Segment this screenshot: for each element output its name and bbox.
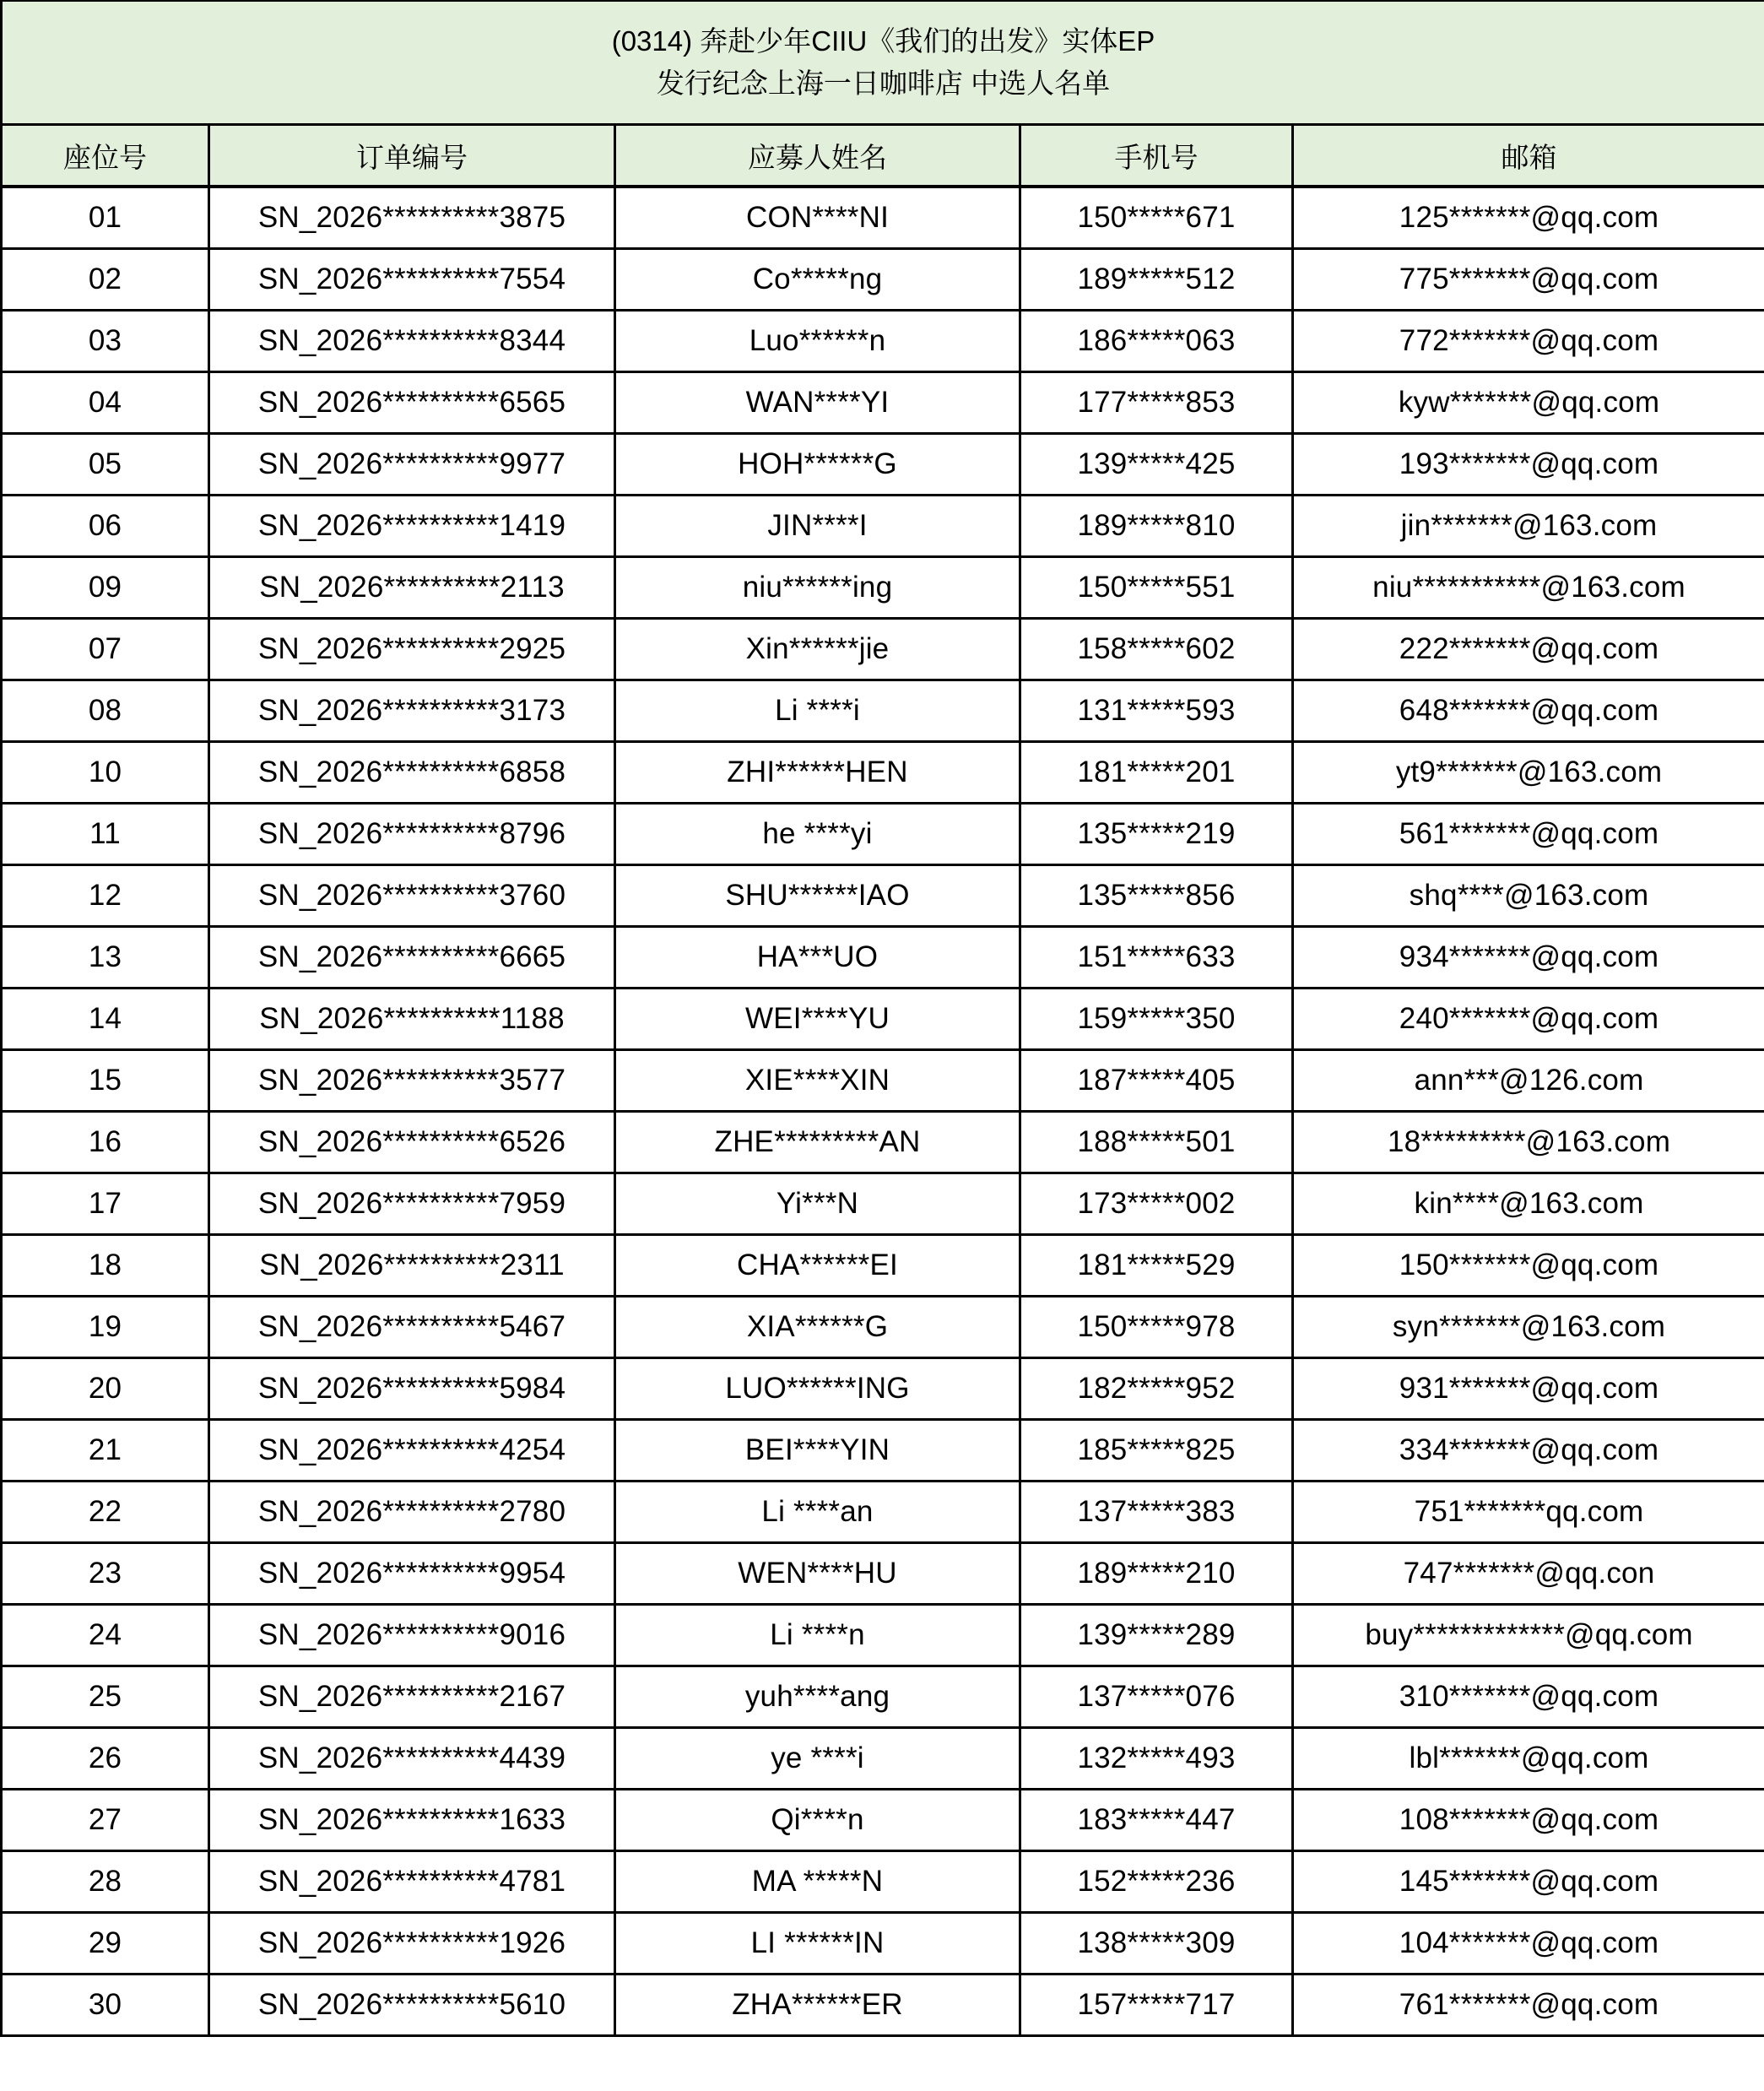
phone-cell: 188*****501 <box>1020 1112 1293 1173</box>
table-row <box>2 1790 1764 1851</box>
table-row <box>2 1851 1764 1913</box>
table-row <box>2 187 1764 249</box>
email-cell: 751*******qq.com <box>1293 1482 1764 1543</box>
order-number-cell: SN_2026**********1633 <box>209 1790 615 1851</box>
phone-cell: 189*****512 <box>1020 249 1293 311</box>
phone-cell: 150*****671 <box>1020 187 1293 249</box>
seat-number-cell: 01 <box>2 187 209 249</box>
phone-cell: 159*****350 <box>1020 989 1293 1050</box>
order-number-cell: SN_2026**********9954 <box>209 1543 615 1605</box>
applicant-name-cell: Co*****ng <box>615 249 1020 311</box>
applicant-name-cell: ZHI******HEN <box>615 742 1020 804</box>
applicant-name-cell: WEI****YU <box>615 989 1020 1050</box>
applicant-name-cell: XIA******G <box>615 1297 1020 1358</box>
email-cell: 761*******@qq.com <box>1293 1975 1764 2036</box>
table-row <box>2 1728 1764 1790</box>
seat-number-cell: 08 <box>2 680 209 742</box>
email-cell: buy*************@qq.com <box>1293 1605 1764 1666</box>
phone-cell: 181*****529 <box>1020 1235 1293 1297</box>
seat-number-cell: 23 <box>2 1543 209 1605</box>
seat-number-cell: 30 <box>2 1975 209 2036</box>
order-number-cell: SN_2026**********8796 <box>209 804 615 865</box>
order-number-cell: SN_2026**********3173 <box>209 680 615 742</box>
email-cell: 648*******@qq.com <box>1293 680 1764 742</box>
email-cell: 108*******@qq.com <box>1293 1790 1764 1851</box>
order-number-cell: SN_2026**********5610 <box>209 1975 615 2036</box>
order-number-cell: SN_2026**********2113 <box>209 557 615 619</box>
seat-number-cell: 21 <box>2 1420 209 1482</box>
applicant-name-cell: CHA******EI <box>615 1235 1020 1297</box>
applicant-name-cell: Li ****i <box>615 680 1020 742</box>
seat-number-cell: 02 <box>2 249 209 311</box>
seat-number-cell: 12 <box>2 865 209 927</box>
phone-cell: 187*****405 <box>1020 1050 1293 1112</box>
table-row <box>2 434 1764 496</box>
seat-number-cell: 10 <box>2 742 209 804</box>
table-row <box>2 1913 1764 1975</box>
table-row <box>2 619 1764 680</box>
email-cell: niu***********@163.com <box>1293 557 1764 619</box>
seat-number-cell: 24 <box>2 1605 209 1666</box>
seat-number-cell: 22 <box>2 1482 209 1543</box>
table-row <box>2 1975 1764 2036</box>
table-row <box>2 804 1764 865</box>
email-cell: 104*******@qq.com <box>1293 1913 1764 1975</box>
header-row <box>2 125 1764 187</box>
table-row <box>2 496 1764 557</box>
phone-cell: 131*****593 <box>1020 680 1293 742</box>
email-cell: 334*******@qq.com <box>1293 1420 1764 1482</box>
phone-cell: 158*****602 <box>1020 619 1293 680</box>
column-header-order-number: 订单编号 <box>209 125 615 187</box>
table-row <box>2 1543 1764 1605</box>
seat-number-cell: 18 <box>2 1235 209 1297</box>
order-number-cell: SN_2026**********9016 <box>209 1605 615 1666</box>
phone-cell: 181*****201 <box>1020 742 1293 804</box>
applicant-name-cell: LI ******IN <box>615 1913 1020 1975</box>
table-row <box>2 989 1764 1050</box>
seat-number-cell: 14 <box>2 989 209 1050</box>
phone-cell: 152*****236 <box>1020 1851 1293 1913</box>
applicant-name-cell: niu******ing <box>615 557 1020 619</box>
column-header-seat-number: 座位号 <box>2 125 209 187</box>
applicant-name-cell: ZHE*********AN <box>615 1112 1020 1173</box>
order-number-cell: SN_2026**********7554 <box>209 249 615 311</box>
order-number-cell: SN_2026**********3577 <box>209 1050 615 1112</box>
email-cell: 561*******@qq.com <box>1293 804 1764 865</box>
seat-number-cell: 16 <box>2 1112 209 1173</box>
seat-number-cell: 26 <box>2 1728 209 1790</box>
applicant-name-cell: MA *****N <box>615 1851 1020 1913</box>
phone-cell: 139*****425 <box>1020 434 1293 496</box>
table-row <box>2 927 1764 989</box>
seat-number-cell: 28 <box>2 1851 209 1913</box>
seat-number-cell: 06 <box>2 496 209 557</box>
email-cell: kyw*******@qq.com <box>1293 372 1764 434</box>
applicant-name-cell: WEN****HU <box>615 1543 1020 1605</box>
seat-number-cell: 03 <box>2 311 209 372</box>
order-number-cell: SN_2026**********4439 <box>209 1728 615 1790</box>
email-cell: 772*******@qq.com <box>1293 311 1764 372</box>
email-cell: 931*******@qq.com <box>1293 1358 1764 1420</box>
email-cell: shq****@163.com <box>1293 865 1764 927</box>
title-line-1: (0314) 奔赴少年CIIU《我们的出发》实体EP <box>611 25 1155 57</box>
seat-number-cell: 25 <box>2 1666 209 1728</box>
phone-cell: 173*****002 <box>1020 1173 1293 1235</box>
title-row <box>2 1 1764 125</box>
table-row <box>2 249 1764 311</box>
table-row <box>2 1050 1764 1112</box>
email-cell: 310*******@qq.com <box>1293 1666 1764 1728</box>
email-cell: 193*******@qq.com <box>1293 434 1764 496</box>
order-number-cell: SN_2026**********3760 <box>209 865 615 927</box>
phone-cell: 137*****076 <box>1020 1666 1293 1728</box>
phone-cell: 151*****633 <box>1020 927 1293 989</box>
phone-cell: 186*****063 <box>1020 311 1293 372</box>
table-row <box>2 865 1764 927</box>
seat-number-cell: 05 <box>2 434 209 496</box>
phone-cell: 150*****978 <box>1020 1297 1293 1358</box>
table-row <box>2 1173 1764 1235</box>
table-body <box>2 187 1764 2036</box>
email-cell: 775*******@qq.com <box>1293 249 1764 311</box>
order-number-cell: SN_2026**********5984 <box>209 1358 615 1420</box>
phone-cell: 138*****309 <box>1020 1913 1293 1975</box>
applicant-name-cell: Luo******n <box>615 311 1020 372</box>
email-cell: jin*******@163.com <box>1293 496 1764 557</box>
table-row <box>2 557 1764 619</box>
applicant-name-cell: Qi****n <box>615 1790 1020 1851</box>
phone-cell: 183*****447 <box>1020 1790 1293 1851</box>
seat-number-cell: 20 <box>2 1358 209 1420</box>
seat-number-cell: 04 <box>2 372 209 434</box>
seat-number-cell: 19 <box>2 1297 209 1358</box>
email-cell: yt9*******@163.com <box>1293 742 1764 804</box>
order-number-cell: SN_2026**********6565 <box>209 372 615 434</box>
applicant-name-cell: SHU******IAO <box>615 865 1020 927</box>
applicant-name-cell: Li ****n <box>615 1605 1020 1666</box>
order-number-cell: SN_2026**********6665 <box>209 927 615 989</box>
phone-cell: 185*****825 <box>1020 1420 1293 1482</box>
applicant-name-cell: Xin******jie <box>615 619 1020 680</box>
phone-cell: 139*****289 <box>1020 1605 1293 1666</box>
table-row <box>2 1605 1764 1666</box>
seat-number-cell: 13 <box>2 927 209 989</box>
applicant-name-cell: Li ****an <box>615 1482 1020 1543</box>
table-row <box>2 1235 1764 1297</box>
seat-number-cell: 11 <box>2 804 209 865</box>
table-row <box>2 680 1764 742</box>
applicant-name-cell: HA***UO <box>615 927 1020 989</box>
column-header-applicant-name: 应募人姓名 <box>615 125 1020 187</box>
applicant-name-cell: XIE****XIN <box>615 1050 1020 1112</box>
order-number-cell: SN_2026**********3875 <box>209 187 615 249</box>
applicant-name-cell: JIN****I <box>615 496 1020 557</box>
phone-cell: 135*****219 <box>1020 804 1293 865</box>
applicant-name-cell: CON****NI <box>615 187 1020 249</box>
email-cell: 145*******@qq.com <box>1293 1851 1764 1913</box>
phone-cell: 189*****210 <box>1020 1543 1293 1605</box>
table-row <box>2 1666 1764 1728</box>
column-header-email: 邮箱 <box>1293 125 1764 187</box>
title-line-2: 发行纪念上海一日咖啡店 中选人名单 <box>656 68 1111 99</box>
order-number-cell: SN_2026**********2780 <box>209 1482 615 1543</box>
applicant-name-cell: yuh****ang <box>615 1666 1020 1728</box>
table-row <box>2 1420 1764 1482</box>
phone-cell: 182*****952 <box>1020 1358 1293 1420</box>
seat-number-cell: 17 <box>2 1173 209 1235</box>
email-cell: syn*******@163.com <box>1293 1297 1764 1358</box>
table-row <box>2 1482 1764 1543</box>
table-row <box>2 1297 1764 1358</box>
document-title <box>2 1 1764 125</box>
email-cell: ann***@126.com <box>1293 1050 1764 1112</box>
order-number-cell: SN_2026**********7959 <box>209 1173 615 1235</box>
applicant-name-cell: Yi***N <box>615 1173 1020 1235</box>
order-number-cell: SN_2026**********8344 <box>209 311 615 372</box>
order-number-cell: SN_2026**********1188 <box>209 989 615 1050</box>
order-number-cell: SN_2026**********5467 <box>209 1297 615 1358</box>
order-number-cell: SN_2026**********6526 <box>209 1112 615 1173</box>
applicant-name-cell: LUO******ING <box>615 1358 1020 1420</box>
order-number-cell: SN_2026**********2311 <box>209 1235 615 1297</box>
order-number-cell: SN_2026**********1419 <box>209 496 615 557</box>
email-cell: 747*******@qq.con <box>1293 1543 1764 1605</box>
order-number-cell: SN_2026**********4254 <box>209 1420 615 1482</box>
table-row <box>2 1112 1764 1173</box>
applicant-name-cell: BEI****YIN <box>615 1420 1020 1482</box>
seat-number-cell: 29 <box>2 1913 209 1975</box>
order-number-cell: SN_2026**********9977 <box>209 434 615 496</box>
order-number-cell: SN_2026**********6858 <box>209 742 615 804</box>
column-header-phone: 手机号 <box>1020 125 1293 187</box>
table-row <box>2 311 1764 372</box>
table-row <box>2 1358 1764 1420</box>
phone-cell: 150*****551 <box>1020 557 1293 619</box>
applicant-name-cell: he ****yi <box>615 804 1020 865</box>
order-number-cell: SN_2026**********4781 <box>209 1851 615 1913</box>
applicant-name-cell: WAN****YI <box>615 372 1020 434</box>
email-cell: 125*******@qq.com <box>1293 187 1764 249</box>
seat-number-cell: 15 <box>2 1050 209 1112</box>
order-number-cell: SN_2026**********2167 <box>209 1666 615 1728</box>
email-cell: 222*******@qq.com <box>1293 619 1764 680</box>
phone-cell: 132*****493 <box>1020 1728 1293 1790</box>
seat-number-cell: 07 <box>2 619 209 680</box>
applicant-name-cell: ZHA******ER <box>615 1975 1020 2036</box>
order-number-cell: SN_2026**********2925 <box>209 619 615 680</box>
applicant-name-cell: HOH******G <box>615 434 1020 496</box>
email-cell: 240*******@qq.com <box>1293 989 1764 1050</box>
phone-cell: 157*****717 <box>1020 1975 1293 2036</box>
email-cell: 150*******@qq.com <box>1293 1235 1764 1297</box>
seat-number-cell: 09 <box>2 557 209 619</box>
phone-cell: 135*****856 <box>1020 865 1293 927</box>
email-cell: 934*******@qq.com <box>1293 927 1764 989</box>
phone-cell: 189*****810 <box>1020 496 1293 557</box>
applicant-name-cell: ye ****i <box>615 1728 1020 1790</box>
email-cell: 18*********@163.com <box>1293 1112 1764 1173</box>
phone-cell: 137*****383 <box>1020 1482 1293 1543</box>
order-number-cell: SN_2026**********1926 <box>209 1913 615 1975</box>
table-row <box>2 742 1764 804</box>
table-row <box>2 372 1764 434</box>
phone-cell: 177*****853 <box>1020 372 1293 434</box>
email-cell: kin****@163.com <box>1293 1173 1764 1235</box>
email-cell: lbl*******@qq.com <box>1293 1728 1764 1790</box>
seat-number-cell: 27 <box>2 1790 209 1851</box>
